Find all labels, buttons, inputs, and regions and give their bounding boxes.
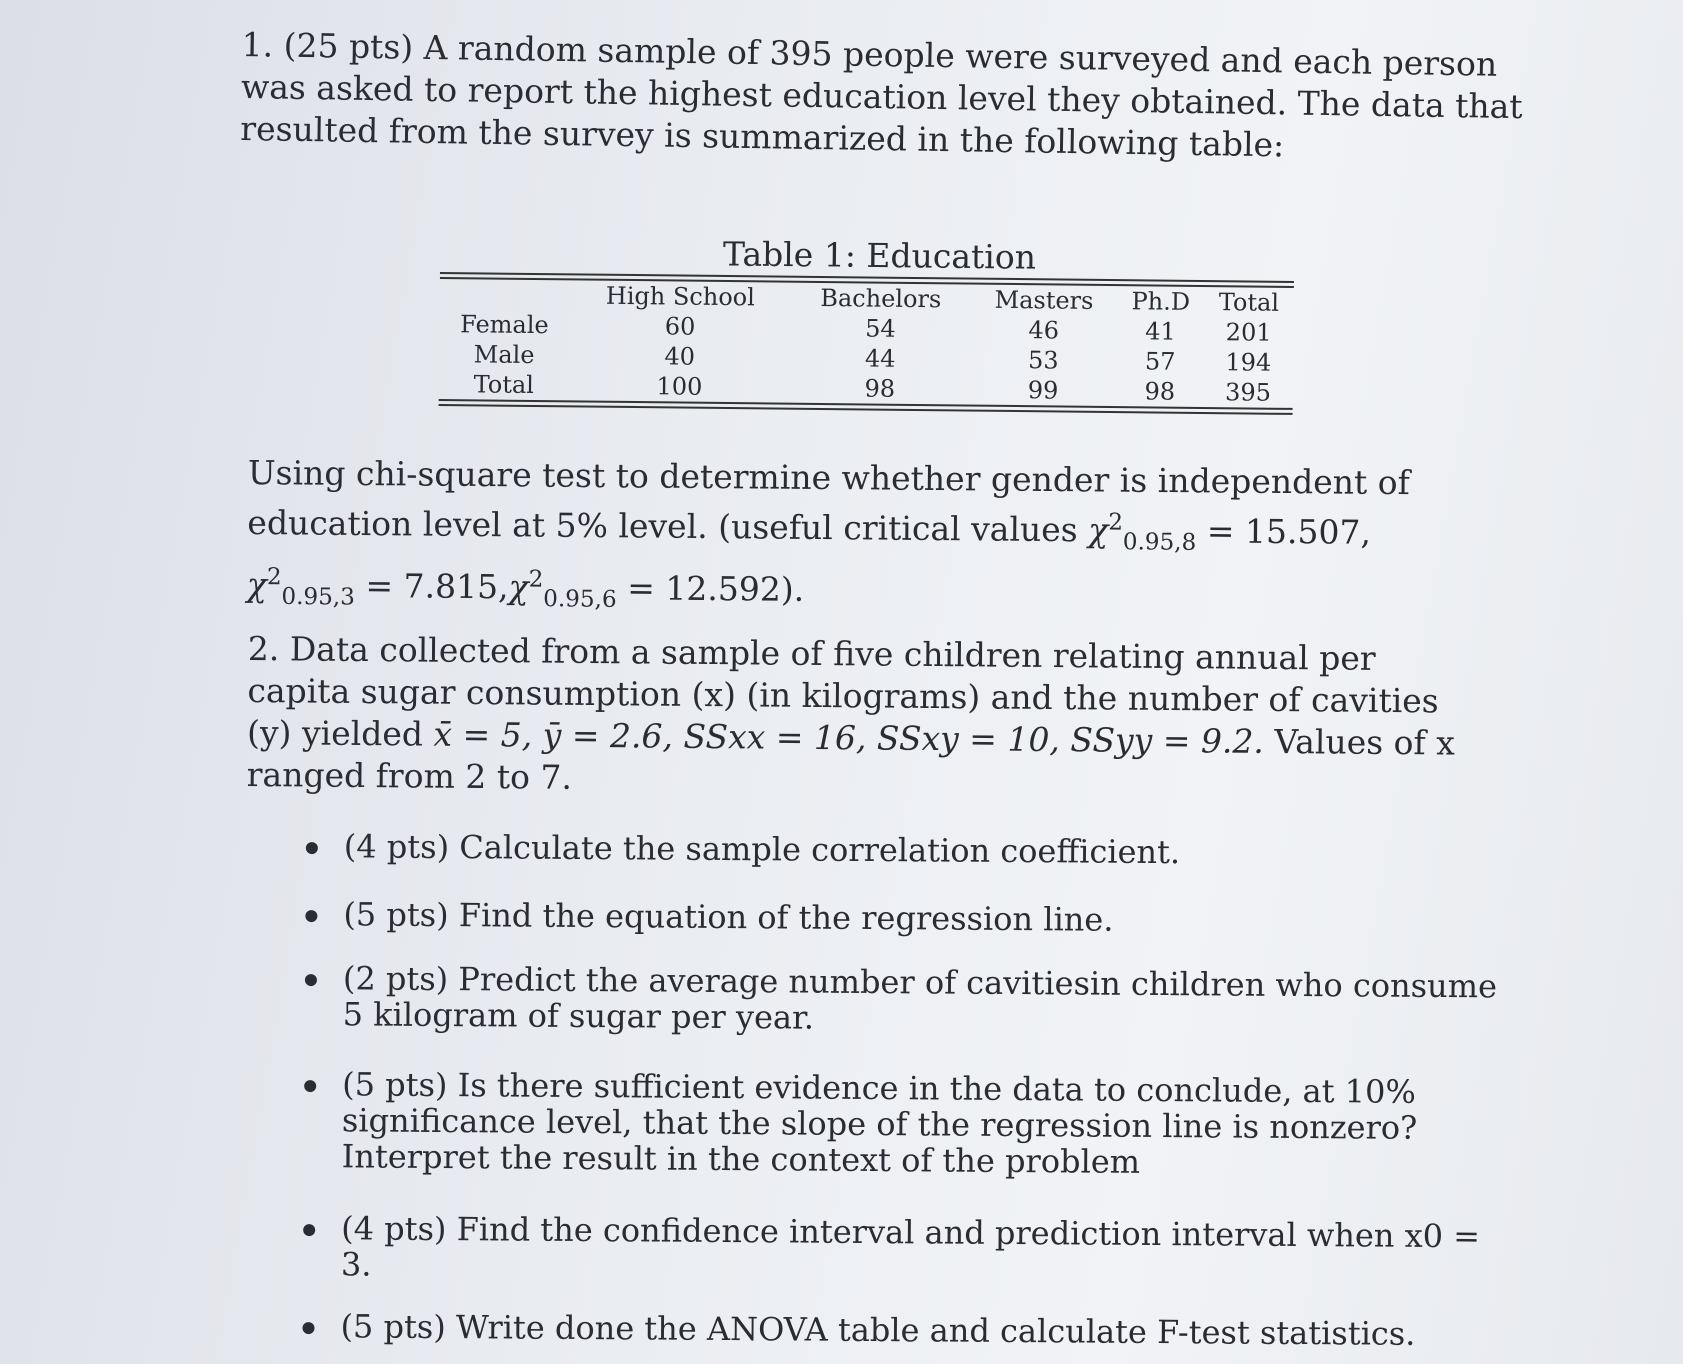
table-cell: 98 <box>864 374 896 403</box>
critical-value: = 12.592). <box>616 567 805 609</box>
table-cell: 98 <box>1144 377 1176 406</box>
chi-square-lead: Using chi-square test to determine whether gender is independent of education level at 5% level. (useful critical values <box>247 452 1411 550</box>
list-item <box>299 896 1499 940</box>
list-item-text: (5 pts) Is there sufficient evidence in the data to conclude, at 10% significance level, that the slope of the regression line is nonzero? Interpret the result in the context of the problem <box>341 1065 1418 1181</box>
chi-symbol: χ <box>508 566 529 607</box>
problem-2-parts-list <box>296 828 1500 1352</box>
table-cell: 54 <box>865 314 896 343</box>
table-cell: 194 <box>1225 348 1272 377</box>
list-item <box>298 1066 1499 1182</box>
table-row-label: Female <box>460 310 549 340</box>
bullet-icon <box>304 1080 316 1092</box>
table-row-label: Male <box>473 340 535 369</box>
bullet-icon <box>303 1224 315 1236</box>
problem-2-text <box>247 628 1478 807</box>
list-item-text: (5 pts) Write done the ANOVA table and calculate F-test statistics. <box>340 1307 1416 1353</box>
table-header-cell: High School <box>605 281 755 312</box>
table-header-cell: Masters <box>994 285 1094 315</box>
critical-value: = 15.507, <box>1196 511 1372 552</box>
critical-value: = 7.815, <box>354 565 509 606</box>
bullet-icon <box>302 1322 314 1334</box>
problem-2-tail: Values of x ranged from 2 to 7. <box>246 721 1455 797</box>
table-cell: 53 <box>1027 346 1059 375</box>
table-header-cell <box>440 279 570 310</box>
table-cell: 40 <box>664 342 696 371</box>
critical-value-subscript: 0.95,8 <box>1122 529 1197 556</box>
list-item <box>299 960 1499 1040</box>
problem-2-lead: 2. Data collected from a sample of five children relating annual per capita sugar consumption (x) (in kilograms) and the number of cavities (y) yielded <box>246 628 1439 754</box>
table-cell: 60 <box>664 312 696 341</box>
table-header-cell: Ph.D <box>1131 287 1191 316</box>
problem-2-stats: x̄ = 5, ȳ = 2.6, SSxx = 16, SSxy = 10, SSyy = 9.2. <box>433 714 1265 761</box>
list-item-text: (4 pts) Find the confidence interval and prediction interval when x0 = 3. <box>340 1209 1481 1284</box>
superscript-2: 2 <box>1108 509 1124 536</box>
table-header-cell: Total <box>1218 288 1280 317</box>
chi-symbol: χ <box>246 564 268 604</box>
chi-symbol: χ <box>1088 510 1109 550</box>
superscript-2: 2 <box>266 563 282 590</box>
table-cell: 57 <box>1144 347 1176 376</box>
table-cell: 99 <box>1027 376 1059 405</box>
table-cell: 201 <box>1225 318 1272 347</box>
table-cell: 395 <box>1224 378 1272 407</box>
table-cell: 44 <box>864 344 896 373</box>
list-item-text: (4 pts) Calculate the sample correlation coefficient. <box>343 827 1181 872</box>
critical-value-subscript: 0.95,3 <box>281 583 356 611</box>
superscript-2: 2 <box>528 566 544 593</box>
table-header-cell: Bachelors <box>820 283 942 314</box>
list-item <box>300 828 1500 872</box>
education-table-grid <box>439 279 1294 408</box>
problem-1-text: 1. (25 pts) A random sample of 395 people were surveyed and each person was asked to report the highest education level they obtained. The data that resulted from the survey is summarized in the following table: <box>240 24 1523 165</box>
table-cell: 41 <box>1145 317 1176 346</box>
table-cell: 46 <box>1028 316 1060 345</box>
bullet-icon <box>305 910 317 922</box>
list-item <box>296 1308 1496 1352</box>
bullet-icon <box>305 974 317 986</box>
table-cell: 100 <box>656 372 703 401</box>
bullet-icon <box>306 842 318 854</box>
critical-value-subscript: 0.95,6 <box>543 585 617 613</box>
list-item-text: (2 pts) Predict the average number of cavitiesin children who consume 5 kilogram of sugar per year. <box>342 959 1498 1037</box>
list-item-text: (5 pts) Find the equation of the regression line. <box>343 895 1114 939</box>
chi-square-instructions <box>247 452 1488 628</box>
list-item <box>297 1210 1497 1290</box>
table-caption: Table 1: Education <box>722 234 1037 277</box>
table-row-label: Total <box>473 370 535 399</box>
education-table <box>439 272 1294 415</box>
